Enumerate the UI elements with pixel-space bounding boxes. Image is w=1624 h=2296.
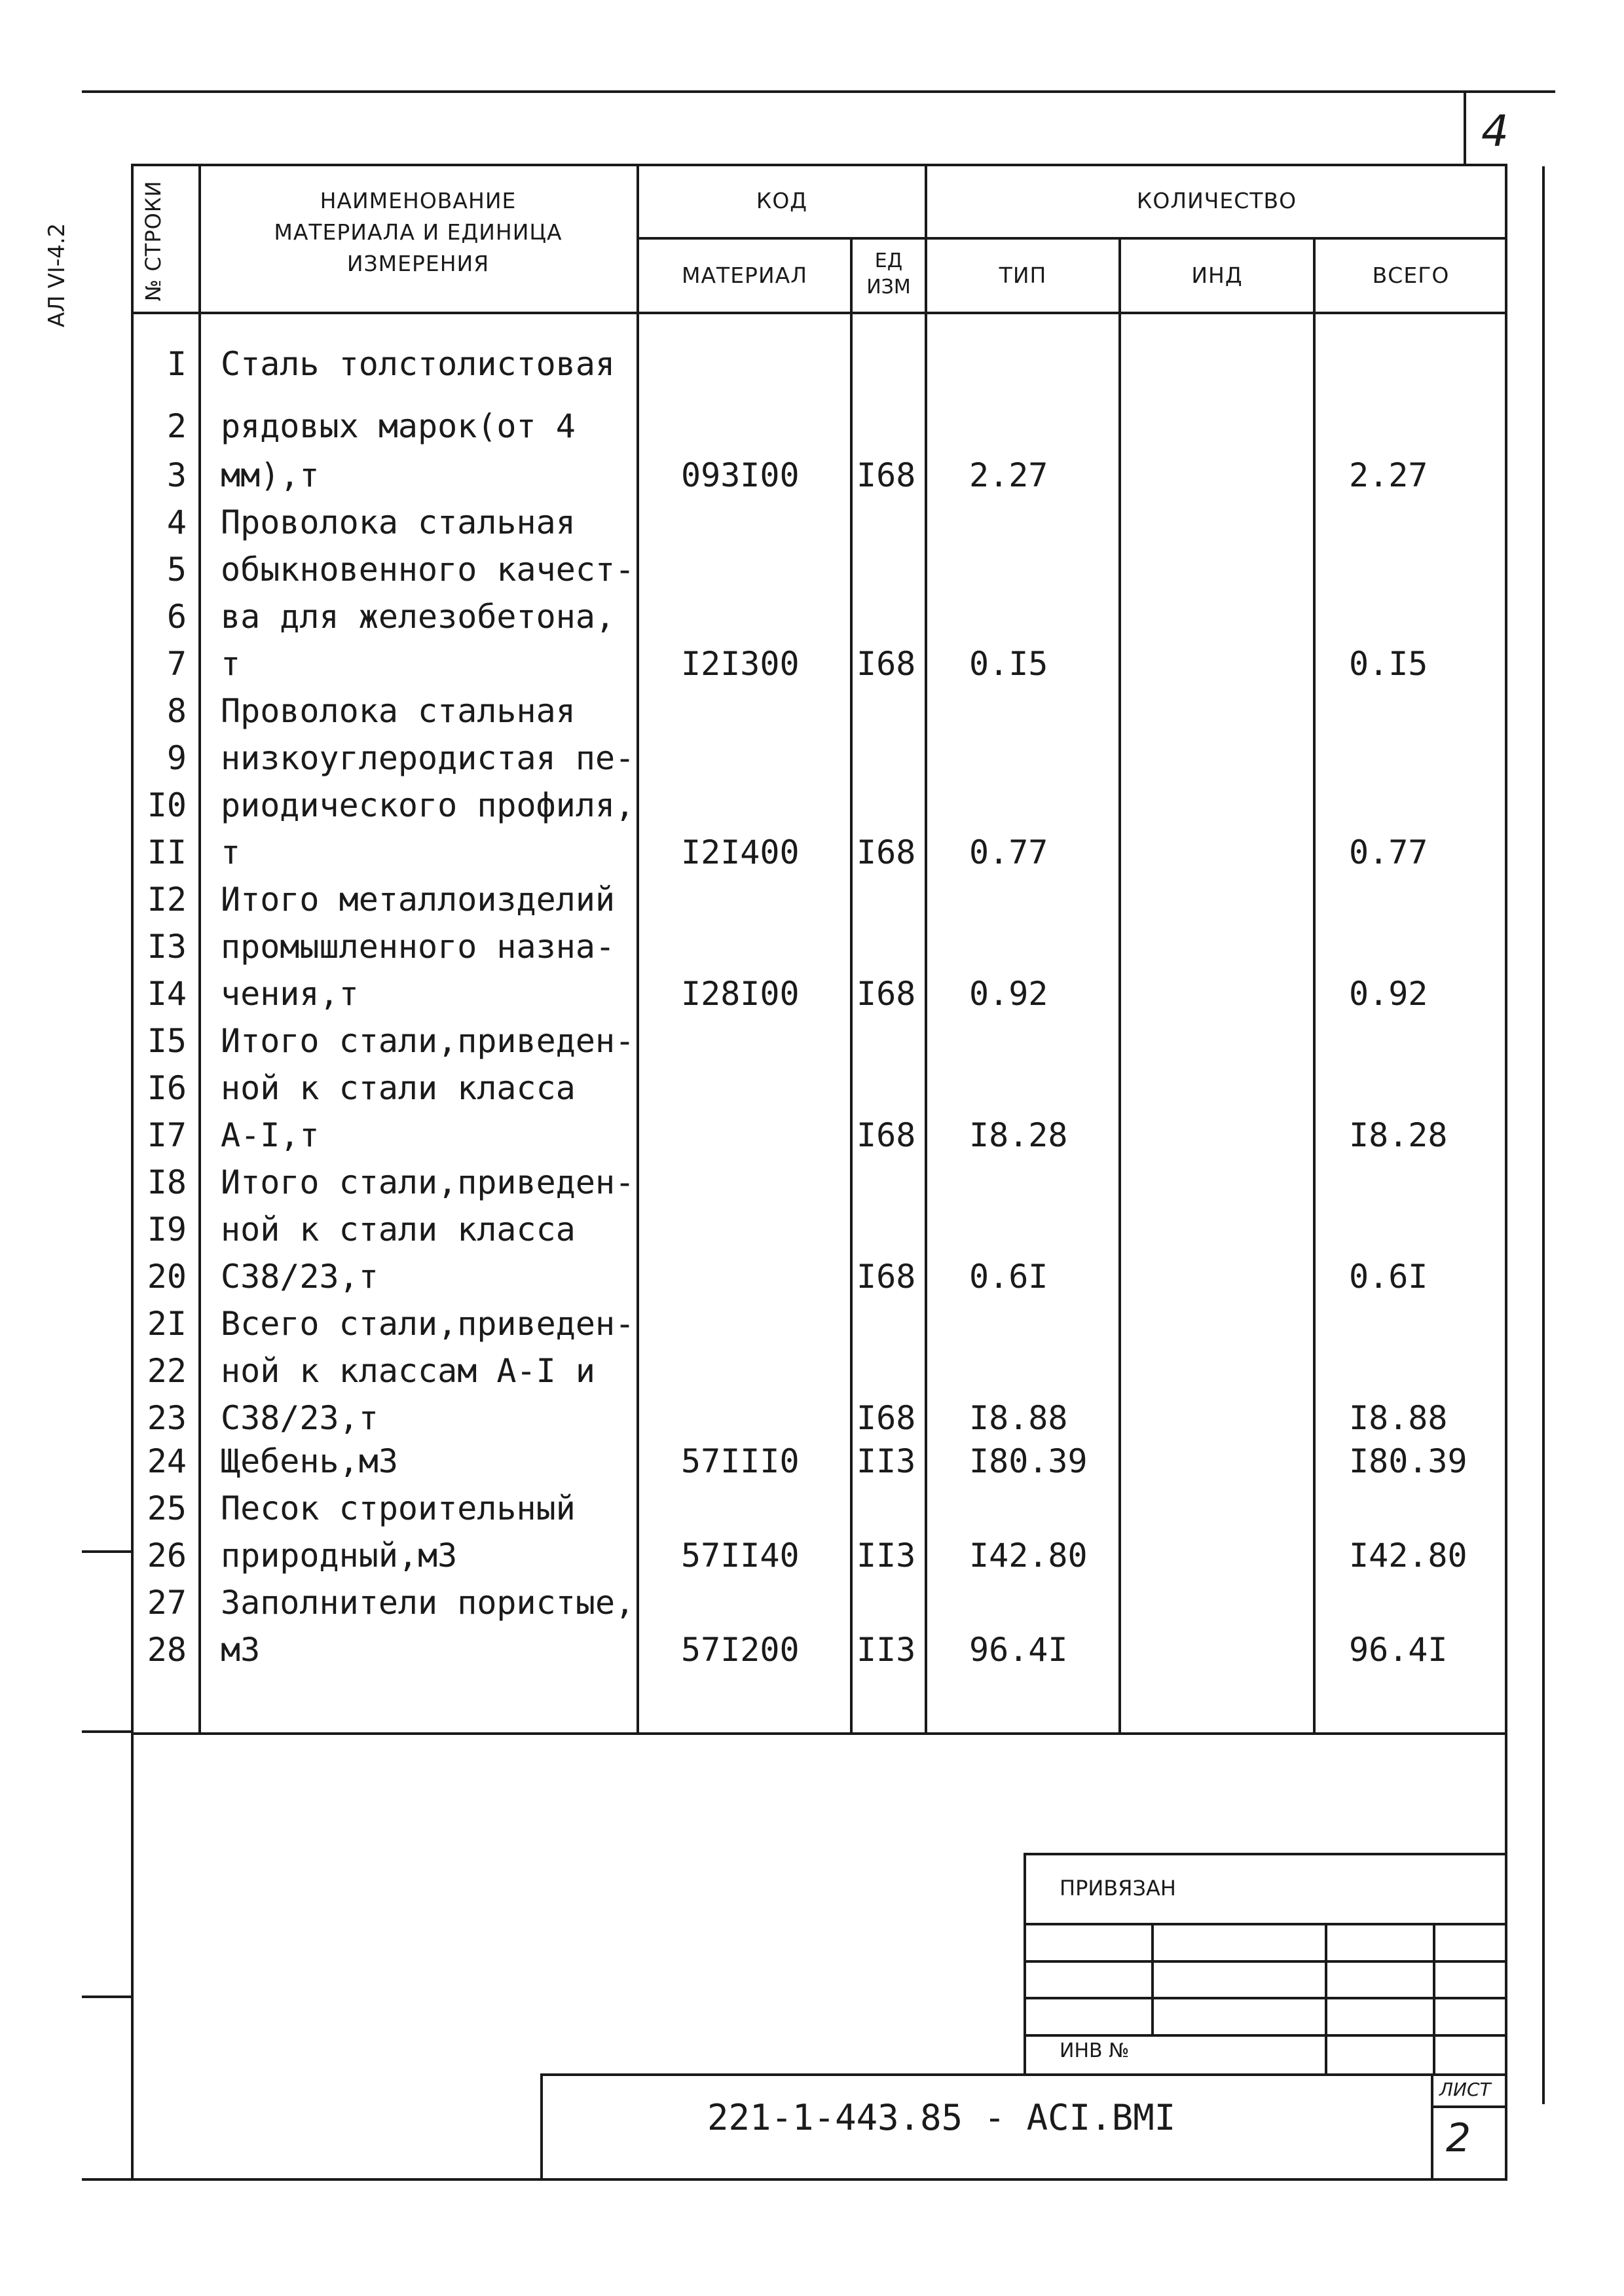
corner-page-number: 4 (1481, 106, 1509, 156)
cell-n: 6 (166, 598, 187, 636)
side-label: АЛ VI-4.2 (44, 223, 70, 327)
header-unit-2: ИЗМ (866, 276, 911, 299)
cell-unit: I68 (857, 1258, 916, 1296)
cell-total: I80.39 (1349, 1442, 1467, 1480)
cell-n: I9 (147, 1211, 187, 1248)
cell-name: Проволока стальная (221, 692, 576, 730)
cell-name: мм),т (221, 456, 320, 494)
cell-name: Песок строительный (221, 1489, 576, 1527)
cell-unit: I68 (857, 833, 916, 871)
table-row (0, 1253, 1624, 1300)
cell-n: I0 (147, 786, 187, 824)
cell-material: 57III0 (681, 1442, 800, 1480)
cell-material: 57II40 (681, 1537, 800, 1575)
cell-type: 0.77 (969, 833, 1048, 871)
cell-n: 9 (166, 739, 187, 777)
cell-name: чения,т (221, 975, 359, 1013)
cell-total: 0.6I (1349, 1258, 1428, 1296)
cell-type: 0.I5 (969, 645, 1048, 683)
cell-name: Всего стали,приведен- (221, 1305, 635, 1343)
cell-name: низкоуглеродистая пе- (221, 739, 635, 777)
cell-name: природный,м3 (221, 1537, 458, 1575)
table-row (0, 1159, 1624, 1206)
title-block-top (540, 2073, 1506, 2076)
cell-total: 0.I5 (1349, 645, 1428, 683)
cell-type: I42.80 (969, 1537, 1088, 1575)
sheet-box-left (1431, 2073, 1433, 2180)
header-row-no: № СТРОКИ (141, 180, 166, 301)
table-row (0, 970, 1624, 1017)
cell-total: 2.27 (1349, 456, 1428, 494)
table-row (0, 1300, 1624, 1347)
cell-name: м3 (221, 1631, 261, 1669)
cell-unit: II3 (857, 1537, 916, 1575)
cell-unit: I68 (857, 1116, 916, 1154)
cell-total: I8.88 (1349, 1399, 1448, 1437)
table-row (0, 1394, 1624, 1442)
table-row (0, 1017, 1624, 1065)
cell-name: С38/23,т (221, 1258, 378, 1296)
cell-total: I8.28 (1349, 1116, 1448, 1154)
cell-name: С38/23,т (221, 1399, 378, 1437)
cell-name: промышленного назна- (221, 928, 616, 966)
table-bottom-line (131, 1732, 1506, 1735)
table-row (0, 1438, 1624, 1485)
sheet-box-divider (1431, 2105, 1506, 2108)
cell-material: I2I400 (681, 833, 800, 871)
cell-name: ной к стали класса (221, 1211, 576, 1248)
header-name-1: НАИМЕНОВАНИЕ (320, 188, 517, 213)
cell-n: 7 (166, 645, 187, 683)
stamp-line (1024, 1853, 1506, 1855)
frame-bottom (82, 2178, 1507, 2181)
cell-name: Щебень,м3 (221, 1442, 398, 1480)
cell-type: 0.6I (969, 1258, 1048, 1296)
cell-n: 2 (166, 407, 187, 445)
cell-n: I2 (147, 881, 187, 919)
cell-name: обыкновенного качест- (221, 551, 635, 589)
document-designation: 221-1-443.85 - АСI.ВМI (707, 2097, 1176, 2138)
cell-total: 0.92 (1349, 975, 1428, 1013)
cell-material: 57I200 (681, 1631, 800, 1669)
table-row (0, 403, 1624, 450)
header-code: КОД (756, 188, 808, 213)
cell-total: 0.77 (1349, 833, 1428, 871)
cell-n: I5 (147, 1022, 187, 1060)
cell-type: 2.27 (969, 456, 1048, 494)
cell-material: 093I00 (681, 456, 800, 494)
cell-n: 2I (147, 1305, 187, 1343)
cell-name: А-I,т (221, 1116, 320, 1154)
stamp-line (1151, 1923, 1154, 2034)
cell-material: I28I00 (681, 975, 800, 1013)
cell-n: 20 (147, 1258, 187, 1296)
table-row (0, 499, 1624, 546)
cell-type: I8.88 (969, 1399, 1068, 1437)
table-row (0, 640, 1624, 687)
cell-n: 23 (147, 1399, 187, 1437)
table-row (0, 1579, 1624, 1626)
cell-name: т (221, 833, 241, 871)
cell-n: I3 (147, 928, 187, 966)
cell-unit: I68 (857, 456, 916, 494)
sheet-label: ЛИСТ (1439, 2079, 1491, 2100)
table-row (0, 1112, 1624, 1159)
cell-unit: II3 (857, 1631, 916, 1669)
cell-n: 26 (147, 1537, 187, 1575)
table-row (0, 340, 1624, 388)
table-row (0, 1485, 1624, 1532)
table-row (0, 593, 1624, 640)
cell-n: I8 (147, 1163, 187, 1201)
table-row (0, 1065, 1624, 1112)
cell-n: I6 (147, 1069, 187, 1107)
cell-n: 24 (147, 1442, 187, 1480)
cell-name: Итого стали,приведен- (221, 1163, 635, 1201)
cell-name: Заполнители пористые, (221, 1584, 635, 1622)
cell-n: 28 (147, 1631, 187, 1669)
cell-total: 96.4I (1349, 1631, 1448, 1669)
stamp-inv-label: ИНВ № (1060, 2039, 1130, 2062)
header-mid-line (637, 237, 1506, 240)
stamp-line (1433, 1923, 1435, 2075)
cell-n: I4 (147, 975, 187, 1013)
title-block-left (540, 2073, 543, 2180)
cell-n: I7 (147, 1116, 187, 1154)
cell-name: Проволока стальная (221, 503, 576, 541)
table-row (0, 1206, 1624, 1253)
cell-name: ной к стали класса (221, 1069, 576, 1107)
stamp-line (1024, 1853, 1026, 2075)
header-total: ВСЕГО (1372, 263, 1450, 288)
cell-unit: I68 (857, 645, 916, 683)
margin-tick (82, 1995, 133, 1998)
cell-n: I (166, 345, 187, 383)
cell-n: II (147, 833, 187, 871)
header-ind: ИНД (1191, 263, 1243, 288)
table-row (0, 1626, 1624, 1673)
header-name-3: ИЗМЕРЕНИЯ (346, 251, 490, 276)
cell-name: ва для железобетона, (221, 598, 616, 636)
table-row (0, 1532, 1624, 1579)
cell-type: 0.92 (969, 975, 1048, 1013)
cell-n: 25 (147, 1489, 187, 1527)
cell-unit: I68 (857, 1399, 916, 1437)
table-row (0, 735, 1624, 782)
cell-type: 96.4I (969, 1631, 1068, 1669)
header-bottom-line (131, 312, 1506, 314)
table-row (0, 1347, 1624, 1394)
table-row (0, 452, 1624, 499)
header-type: ТИП (999, 263, 1047, 288)
cell-unit: II3 (857, 1442, 916, 1480)
table-row (0, 829, 1624, 876)
top-border (82, 90, 1555, 93)
cell-n: 5 (166, 551, 187, 589)
cell-name: Итого металлоизделий (221, 881, 616, 919)
table-row (0, 687, 1624, 735)
cell-n: 4 (166, 503, 187, 541)
cell-name: риодического профиля, (221, 786, 635, 824)
cell-name: рядовых марок(от 4 (221, 407, 576, 445)
cell-n: 3 (166, 456, 187, 494)
stamp-line (1325, 1923, 1327, 2075)
cell-unit: I68 (857, 975, 916, 1013)
sheet-number: 2 (1446, 2115, 1471, 2161)
cell-name: Сталь толстолистовая (221, 345, 616, 383)
cell-n: 22 (147, 1352, 187, 1390)
cell-type: I8.28 (969, 1116, 1068, 1154)
frame-top (131, 164, 1506, 166)
cell-total: I42.80 (1349, 1537, 1467, 1575)
table-row (0, 876, 1624, 923)
cell-n: 27 (147, 1584, 187, 1622)
cell-name: ной к классам А-I и (221, 1352, 595, 1390)
cell-material: I2I300 (681, 645, 800, 683)
stamp-attached-label: ПРИВЯЗАН (1060, 1876, 1176, 1901)
cell-name: Итого стали,приведен- (221, 1022, 635, 1060)
header-material: МАТЕРИАЛ (681, 263, 808, 288)
cell-n: 8 (166, 692, 187, 730)
margin-tick (82, 1730, 133, 1733)
table-row (0, 923, 1624, 970)
corner-box-left (1464, 90, 1466, 166)
header-name-2: МАТЕРИАЛА И ЕДИНИЦА (274, 219, 563, 245)
header-quantity: КОЛИЧЕСТВО (1136, 188, 1297, 213)
cell-type: I80.39 (969, 1442, 1088, 1480)
header-unit-1: ЕД (874, 249, 903, 272)
table-row (0, 546, 1624, 593)
cell-name: т (221, 645, 241, 683)
table-row (0, 782, 1624, 829)
